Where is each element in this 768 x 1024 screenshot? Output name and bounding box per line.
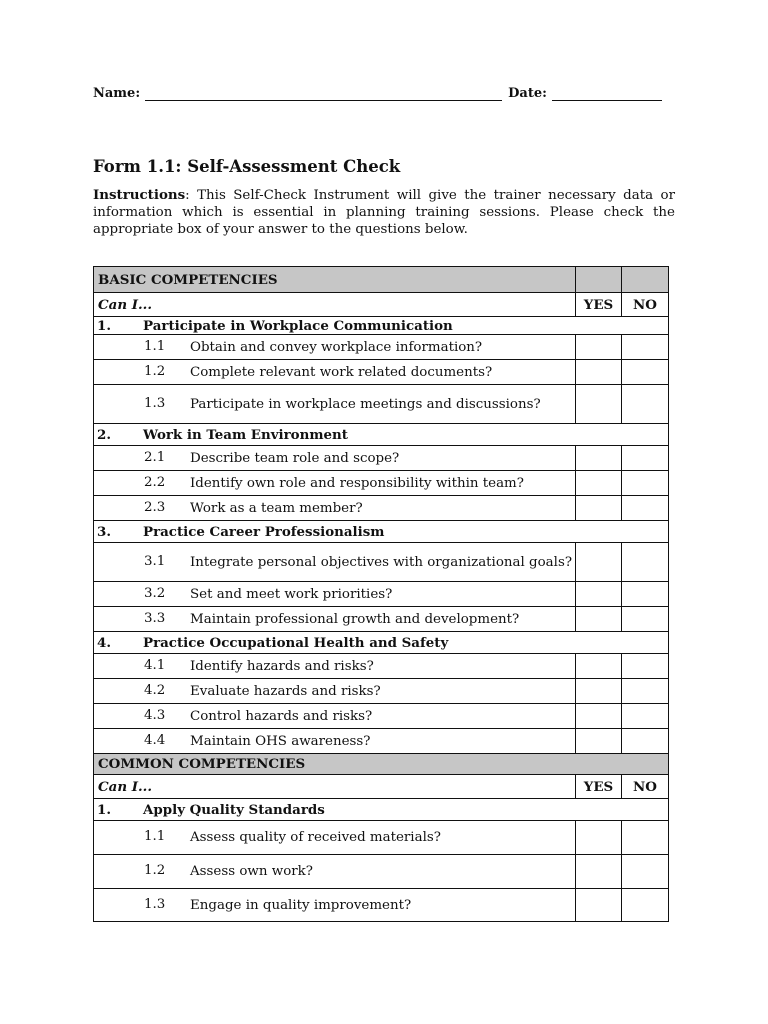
group-row	[94, 521, 669, 543]
no-checkbox[interactable]	[622, 821, 669, 855]
yes-checkbox[interactable]	[576, 654, 622, 679]
question-number: 3.2	[144, 585, 166, 601]
group-title: Practice Occupational Health and Safety	[143, 634, 449, 651]
question-row	[94, 360, 669, 385]
question-text: Work as a team member?	[190, 500, 363, 516]
no-checkbox[interactable]	[622, 582, 669, 607]
instructions	[93, 187, 675, 238]
no-checkbox[interactable]	[622, 679, 669, 704]
yes-checkbox[interactable]	[576, 729, 622, 754]
yes-checkbox[interactable]	[576, 385, 622, 424]
question-text: Assess quality of received materials?	[190, 830, 441, 845]
question-row	[94, 385, 669, 424]
question-number: 1.2	[144, 363, 166, 379]
group-number: 1.	[97, 801, 111, 818]
question-number: 1.1	[144, 829, 166, 844]
can-i-label: Can I...	[94, 775, 576, 799]
question-row	[94, 543, 669, 582]
yes-header: YES	[576, 775, 622, 799]
question-number: 2.1	[144, 449, 166, 465]
question-row	[94, 889, 669, 922]
question-row	[94, 335, 669, 360]
date-label: Date:	[508, 86, 547, 101]
question-text: Maintain professional growth and development?	[190, 611, 520, 627]
yes-checkbox[interactable]	[576, 496, 622, 521]
question-row	[94, 582, 669, 607]
yes-checkbox[interactable]	[576, 582, 622, 607]
question-row	[94, 821, 669, 855]
group-row	[94, 424, 669, 446]
group-row	[94, 799, 669, 821]
section-title: BASIC COMPETENCIES	[94, 267, 576, 293]
date-field[interactable]	[552, 86, 662, 101]
group-number: 2.	[97, 426, 111, 443]
question-text: Maintain OHS awareness?	[190, 733, 371, 749]
question-row	[94, 496, 669, 521]
question-text: Control hazards and risks?	[190, 708, 373, 724]
question-row	[94, 446, 669, 471]
yes-checkbox[interactable]	[576, 543, 622, 582]
section-header-basic	[94, 267, 669, 293]
can-i-label: Can I...	[94, 293, 576, 317]
group-row	[94, 317, 669, 335]
section-header-common	[94, 754, 669, 775]
question-text: Engage in quality improvement?	[190, 897, 412, 913]
no-checkbox[interactable]	[622, 335, 669, 360]
can-i-row	[94, 775, 669, 799]
question-row	[94, 704, 669, 729]
question-text: Identify own role and responsibility within team?	[190, 475, 524, 491]
group-number: 4.	[97, 634, 111, 651]
name-label: Name:	[93, 86, 141, 101]
yes-checkbox[interactable]	[576, 446, 622, 471]
question-text: Obtain and convey workplace information?	[190, 339, 483, 355]
no-header: NO	[622, 293, 669, 317]
question-number: 2.3	[144, 499, 166, 515]
no-checkbox[interactable]	[622, 855, 669, 889]
yes-checkbox[interactable]	[576, 471, 622, 496]
yes-checkbox[interactable]	[576, 360, 622, 385]
self-assessment-table	[93, 266, 669, 922]
group-title: Participate in Workplace Communication	[143, 317, 453, 334]
question-row	[94, 471, 669, 496]
question-number: 3.3	[144, 610, 166, 626]
name-field[interactable]	[145, 86, 502, 101]
question-row	[94, 729, 669, 754]
no-header: NO	[622, 775, 669, 799]
can-i-row	[94, 293, 669, 317]
question-row	[94, 654, 669, 679]
question-text: Describe team role and scope?	[190, 450, 400, 466]
question-number: 1.2	[144, 863, 166, 878]
no-checkbox[interactable]	[622, 446, 669, 471]
question-row	[94, 855, 669, 889]
section-title: COMMON COMPETENCIES	[94, 754, 669, 775]
instructions-text: : This Self-Check Instrument will give the trainer necessary data or information which is essential in planning training sessions. Please check the appropriate box of your answer to the questions below.	[93, 188, 675, 237]
yes-header: YES	[576, 293, 622, 317]
group-title: Apply Quality Standards	[143, 801, 325, 818]
group-title: Practice Career Professionalism	[143, 523, 385, 540]
question-number: 1.3	[144, 896, 166, 912]
yes-checkbox[interactable]	[576, 679, 622, 704]
question-row	[94, 679, 669, 704]
question-number: 1.3	[144, 395, 166, 411]
question-row	[94, 607, 669, 632]
no-checkbox[interactable]	[622, 654, 669, 679]
yes-checkbox[interactable]	[576, 704, 622, 729]
question-text: Set and meet work priorities?	[190, 586, 393, 602]
question-number: 4.1	[144, 657, 166, 673]
yes-checkbox[interactable]	[576, 335, 622, 360]
group-number: 3.	[97, 523, 111, 540]
yes-checkbox[interactable]	[576, 607, 622, 632]
no-checkbox[interactable]	[622, 729, 669, 754]
no-checkbox[interactable]	[622, 385, 669, 424]
group-title: Work in Team Environment	[143, 426, 348, 443]
no-checkbox[interactable]	[622, 496, 669, 521]
name-date-row	[93, 86, 668, 101]
no-checkbox[interactable]	[622, 360, 669, 385]
question-text: Identify hazards and risks?	[190, 658, 374, 674]
question-text: Integrate personal objectives with organizational goals?	[190, 554, 572, 570]
yes-checkbox[interactable]	[576, 889, 622, 922]
question-number: 4.3	[144, 707, 166, 723]
group-row	[94, 632, 669, 654]
no-checkbox[interactable]	[622, 704, 669, 729]
question-number: 2.2	[144, 474, 166, 490]
question-text: Evaluate hazards and risks?	[190, 683, 381, 699]
question-text: Participate in workplace meetings and discussions?	[190, 396, 541, 412]
instructions-label: Instructions	[93, 187, 186, 203]
no-checkbox[interactable]	[622, 471, 669, 496]
question-number: 3.1	[144, 553, 166, 569]
question-text: Complete relevant work related documents?	[190, 364, 493, 380]
question-number: 4.4	[144, 732, 166, 748]
question-number: 4.2	[144, 682, 166, 698]
group-number: 1.	[97, 317, 111, 334]
no-checkbox[interactable]	[622, 543, 669, 582]
question-text: Assess own work?	[190, 864, 313, 879]
yes-checkbox[interactable]	[576, 821, 622, 855]
no-checkbox[interactable]	[622, 607, 669, 632]
no-checkbox[interactable]	[622, 889, 669, 922]
yes-checkbox[interactable]	[576, 855, 622, 889]
form-title: Form 1.1: Self-Assessment Check	[93, 157, 401, 176]
question-number: 1.1	[144, 338, 166, 354]
